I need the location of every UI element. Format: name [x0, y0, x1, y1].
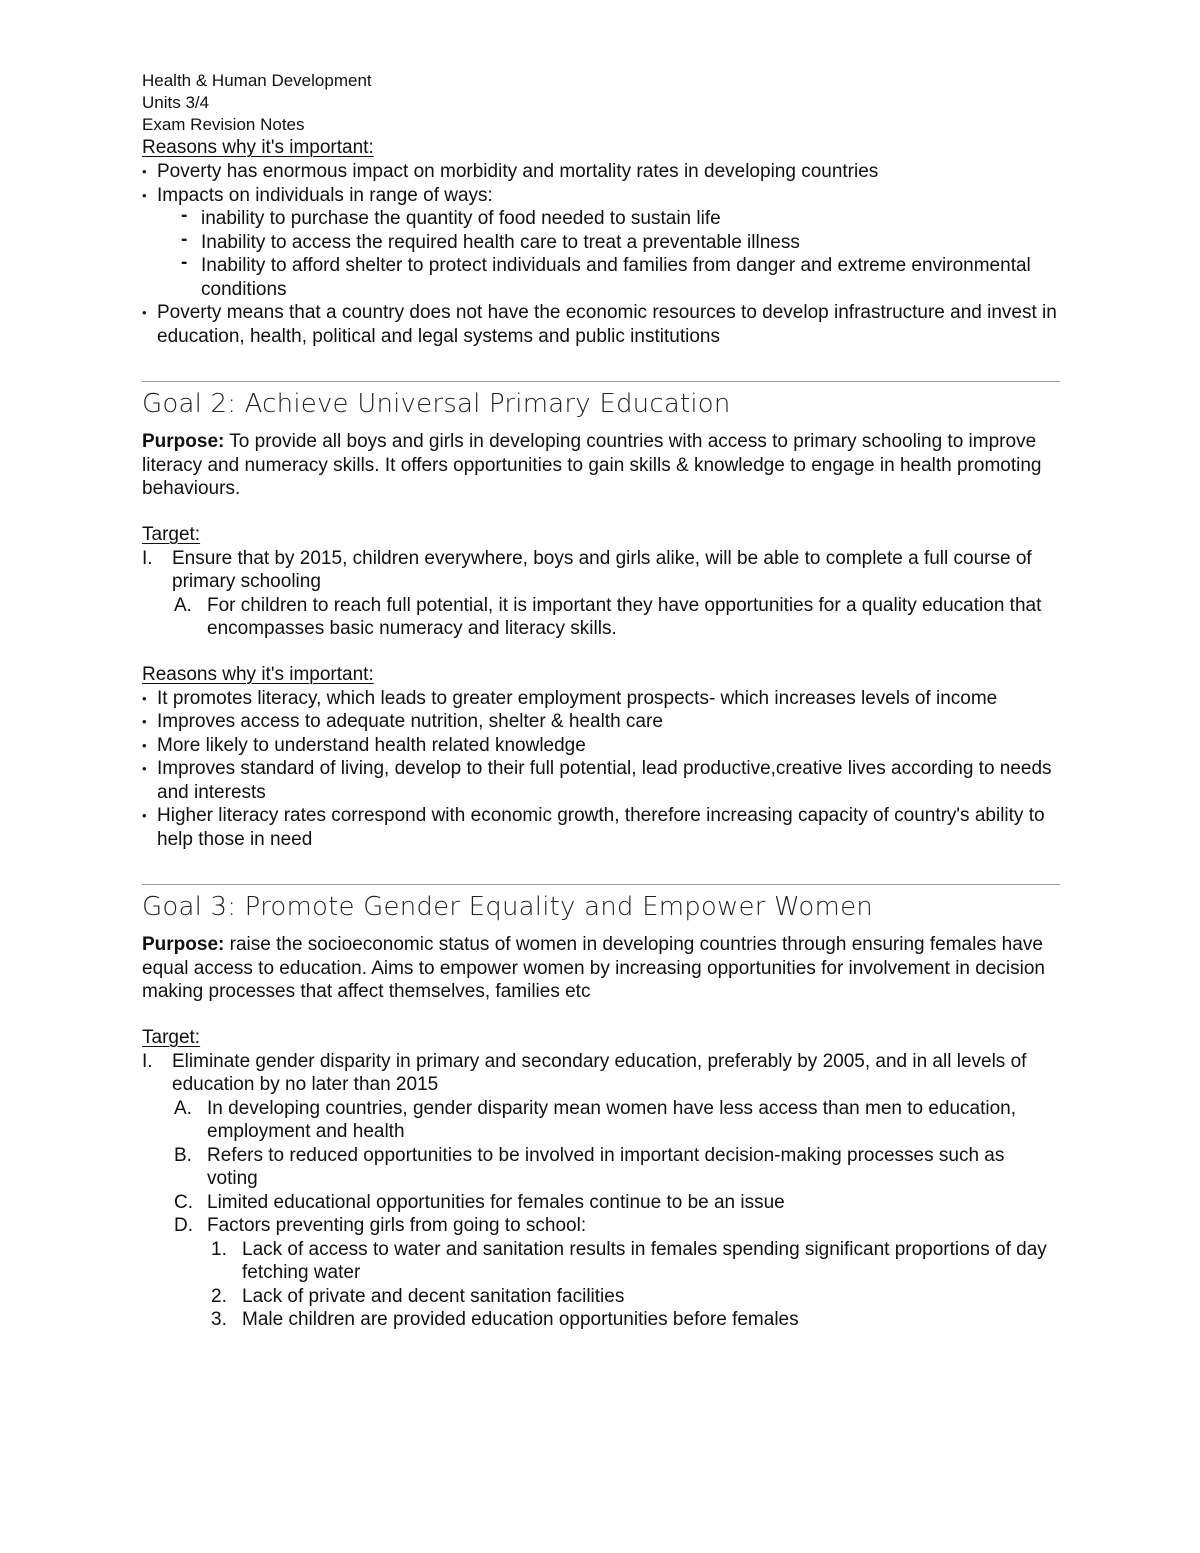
goal2-target-sublist — [172, 594, 1060, 641]
list-item: - inability to purchase the quantity of food needed to sustain life — [201, 207, 1060, 231]
list-item: • It promotes literacy, which leads to greater employment prospects- which increases levels of income — [142, 687, 1060, 711]
list-item: - Inability to access the required health care to treat a preventable illness — [201, 231, 1060, 255]
purpose-text: raise the socioeconomic status of women in developing countries through ensuring females have equal access to education. Aims to empower women by increasing opportunities for involvement in decision making processes that affect themselves, families etc — [142, 934, 1045, 1002]
list-item: • Poverty means that a country does not have the economic resources to develop infrastructure and invest in education, health, political and legal systems and public institutions — [142, 301, 1060, 348]
list-item-text: Factors preventing girls from going to school: — [207, 1215, 587, 1236]
list-item-text: Eliminate gender disparity in primary and secondary education, preferably by 2005, and in all levels of education by no later than 2015 — [172, 1050, 1027, 1095]
list-item-text: Ensure that by 2015, children everywhere, boys and girls alike, will be able to complete a full course of primary schooling — [172, 547, 1032, 592]
goal2-purpose — [142, 430, 1060, 501]
list-marker: 3. — [211, 1309, 227, 1330]
list-item-text: For children to reach full potential, it is important they have opportunities for a quality education that encompasses basic numeracy and literacy skills. — [207, 594, 1042, 639]
list-marker: B. — [174, 1144, 192, 1166]
purpose-text: To provide all boys and girls in developing countries with access to primary schooling to improve literacy and numeracy skills. It offers opportunities to gain skills & knowledge to engage in health promoting behaviours. — [142, 431, 1042, 499]
list-item: • Improves standard of living, develop to their full potential, lead productive,creative lives according to needs and interests — [142, 757, 1060, 804]
list-item — [211, 1285, 1060, 1309]
list-item: • Poverty has enormous impact on morbidity and mortality rates in developing countries — [142, 160, 1060, 184]
goal3-title: Goal 3: Promote Gender Equality and Empower Women — [142, 892, 873, 922]
goal2-section — [142, 388, 1060, 851]
list-marker: A. — [174, 594, 192, 616]
list-item — [174, 1191, 1060, 1215]
list-marker: A. — [174, 1097, 192, 1119]
header-units: Units 3/4 — [142, 93, 210, 112]
list-item-text: In developing countries, gender disparity mean women have less access than men to education, employment and health — [207, 1097, 1017, 1142]
list-marker: 2. — [211, 1285, 227, 1307]
list-marker: I. — [142, 547, 153, 569]
goal2-reasons-list — [142, 687, 1060, 852]
list-item — [142, 184, 1060, 302]
list-marker: 1. — [211, 1238, 227, 1260]
header-subject: Health & Human Development — [142, 71, 372, 90]
list-item: • More likely to understand health related knowledge — [142, 734, 1060, 758]
goal1-reasons-list — [142, 160, 1060, 348]
list-item — [174, 1214, 1060, 1332]
goal3-section — [142, 891, 1060, 1332]
goal2-title: Goal 2: Achieve Universal Primary Education — [142, 389, 731, 419]
goal2-reasons-heading: Reasons why it's important: — [142, 663, 374, 685]
list-item — [174, 594, 1060, 641]
list-item — [142, 547, 1060, 641]
list-item-text: Refers to reduced opportunities to be involved in important decision-making processes such as voting — [207, 1144, 1005, 1189]
list-item-text: Lack of access to water and sanitation results in females spending significant proportions of day fetching water — [242, 1238, 1047, 1283]
goal2-target-list — [142, 547, 1060, 641]
purpose-label: Purpose: — [142, 431, 225, 452]
list-item: • Higher literacy rates correspond with economic growth, therefore increasing capacity of country's ability to help those in need — [142, 804, 1060, 851]
goal3-purpose — [142, 933, 1060, 1004]
list-item — [174, 1144, 1060, 1191]
goal2-target-heading: Target: — [142, 523, 201, 545]
list-item-text: Limited educational opportunities for females continue to be an issue — [207, 1191, 785, 1213]
list-item — [174, 1097, 1060, 1144]
document-header — [142, 70, 1060, 136]
goal3-target-heading: Target: — [142, 1026, 201, 1048]
document-page — [142, 70, 1060, 1332]
list-item — [211, 1238, 1060, 1285]
list-item: - Inability to afford shelter to protect individuals and families from danger and extreme environmental conditions — [201, 254, 1060, 301]
list-item — [142, 1050, 1060, 1332]
list-marker: I. — [142, 1050, 153, 1072]
list-marker: C. — [174, 1191, 193, 1213]
list-item-text: Impacts on individuals in range of ways: — [157, 184, 493, 206]
list-item-text: Lack of private and decent sanitation facilities — [242, 1285, 625, 1307]
goal1-reasons-section — [142, 136, 1060, 348]
header-notes-type: Exam Revision Notes — [142, 115, 305, 134]
list-marker: D. — [174, 1215, 193, 1236]
factors-list — [207, 1238, 1060, 1332]
goal1-reasons-heading: Reasons why it's important: — [142, 137, 374, 158]
list-item: • Improves access to adequate nutrition, shelter & health care — [142, 710, 1060, 734]
list-item-text: Male children are provided education opportunities before females — [242, 1309, 799, 1330]
impacts-sublist — [157, 207, 1060, 301]
goal3-target-sublist — [172, 1097, 1060, 1332]
goal3-target-list — [142, 1050, 1060, 1332]
purpose-label: Purpose: — [142, 934, 225, 955]
list-item — [211, 1308, 1060, 1332]
